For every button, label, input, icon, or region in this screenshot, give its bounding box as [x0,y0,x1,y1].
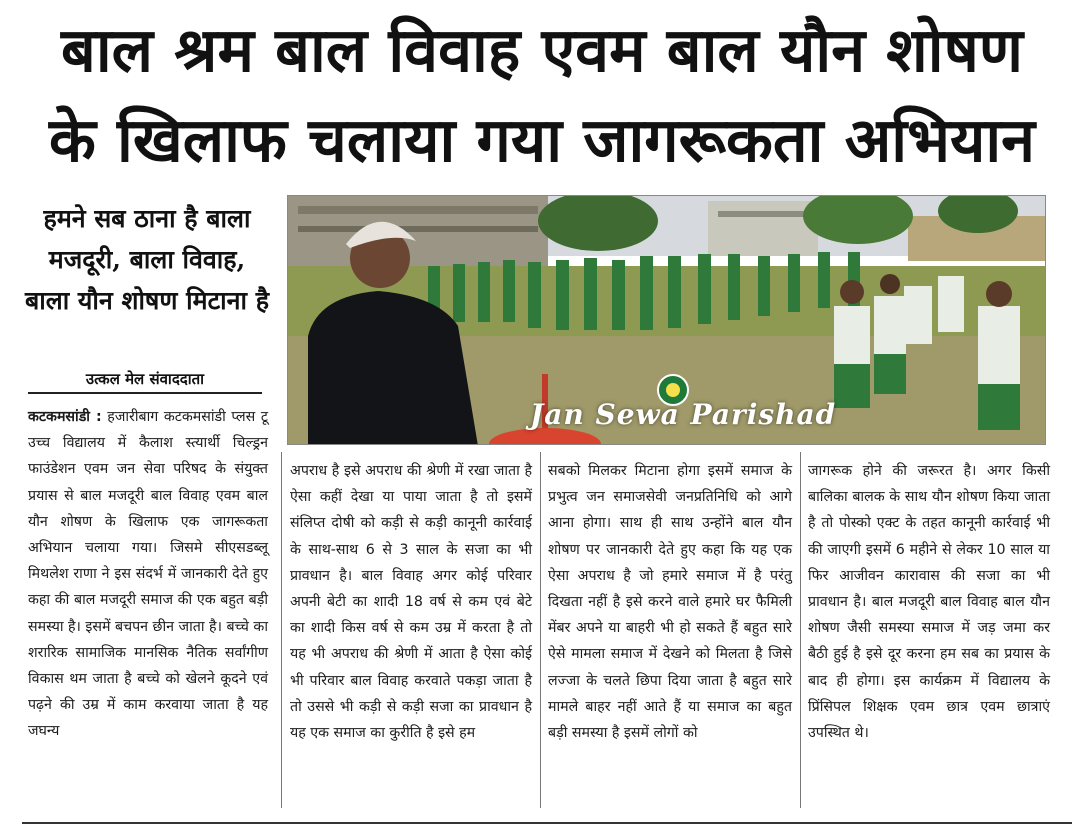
article-column-4: जागरूक होने की जरूरत है। अगर किसी बालिका बालक के साथ यौन शोषण किया जाता है तो पोस्को एक्ट के तहत कानूनी कार्रवाई भी की जाएगी इसमें 6 महीने से लेकर 10 साल या फिर आजीवन कारावास की सजा का भी प्रावधान है। बाल मजदूरी बाल विवाह बाल यौन शोषण जैसी समस्या समाज में जड़ जमा कर बैठी हुई है इसे दूर करना हम सब का प्रयास के बाद ही होगा। इस कार्यक्रम में विद्यालय के प्रिंसिपल शिक्षक एवम छात्र एवम छात्राएं उपस्थित थे। [808,463,1050,742]
article-column-2: अपराध है इसे अपराध की श्रेणी में रखा जाता है ऐसा कहीं देखा या पाया जाता है तो इसमें संलिप्त दोषी को कड़ी से कड़ी कानूनी कार्रवाई के साथ-साथ 6 से 3 साल के सजा का भी प्रावधान है। बाल विवाह अगर कोई परिवार अपनी बेटी का शादी 18 वर्ष से कम एवं बेटे का शादी किस वर्ष से कम उम्र में करता है तो यह भी अपराध की श्रेणी में आता है ऐसा कोई भी परिवार बाल विवाह करवाते पकड़ा जाता है तो उससे भी कड़ी से कड़ी सजा का प्रावधान है यह एक समाज का कुरीति है इसे हम [290,463,532,742]
headline-line-2: के खिलाफ चलाया गया जागरूकता अभियान [48,105,1036,176]
headline [22,6,1062,186]
column-rule [800,452,801,808]
sub-headline: हमने सब ठाना है बाला मजदूरी, बाला विवाह, बाला यौन शोषण मिटाना है [25,204,269,315]
article-column-3: सबको मिलकर मिटाना होगा इसमें समाज के प्रभुत्व जन समाजसेवी जनप्रतिनिधि को आगे आना होगा। साथ ही साथ उन्होंने बाल यौन शोषण पर जानकारी देते हुए कहा कि यह एक ऐसा अपराध है जो हमारे समाज में है परंतु दिखता नहीं है इसे करने वाले हमारे घर फैमिली मेंबर अपने या बाहरी भी हो सकते हैं बहुत सारे ऐसे मामला समाज में देखने को मिलता है जिसे लज्जा के चलते छिपा दिया जाता है बहुत सारे मामले बाहर नहीं आते हैं या समाज का बहुत बड़ी समस्या है इसमें लोगों को [548,463,792,742]
bottom-rule [22,822,1072,824]
column-rule [540,452,541,808]
column-rule [281,452,282,808]
dateline: कटकमसांडी : [28,409,102,425]
photo-watermark: Jan Sewa Parishad [530,398,837,431]
headline-line-1: बाल श्रम बाल विवाह एवम बाल यौन शोषण [61,15,1023,86]
byline: उत्कल मेल संवाददाता [28,366,262,394]
article-column-1-text: हजारीबाग कटकमसांडी प्लस टू उच्च विद्यालय में कैलाश स्त्यार्थी चिल्ड्रन फाउंडेशन एवम जन सेवा परिषद के संयुक्त प्रयास से बाल मजदूरी बाल विवाह एवम बाल यौन शोषण के खिलाफ एक जागरूकता अभियान चलाया गया। जिसमे सीएसडब्लू मिथलेश राणा ने इस संदर्भ में जानकारी देते हुए कहा की बाल मजदूरी समाज की एक बहुत बड़ी समस्या है। इसमें बचपन छीन जाता है। बच्चे का शरारिक सामाजिक मानसिक नैतिक सर्वांगीण विकास थम जाता है बच्चे को खेलने कूदने एवं पढ़ने की उम्र में काम करवाया जाता है यह जघन्य [28,409,269,740]
article-column-1 [28,404,268,745]
page-edge-strip [0,0,10,833]
